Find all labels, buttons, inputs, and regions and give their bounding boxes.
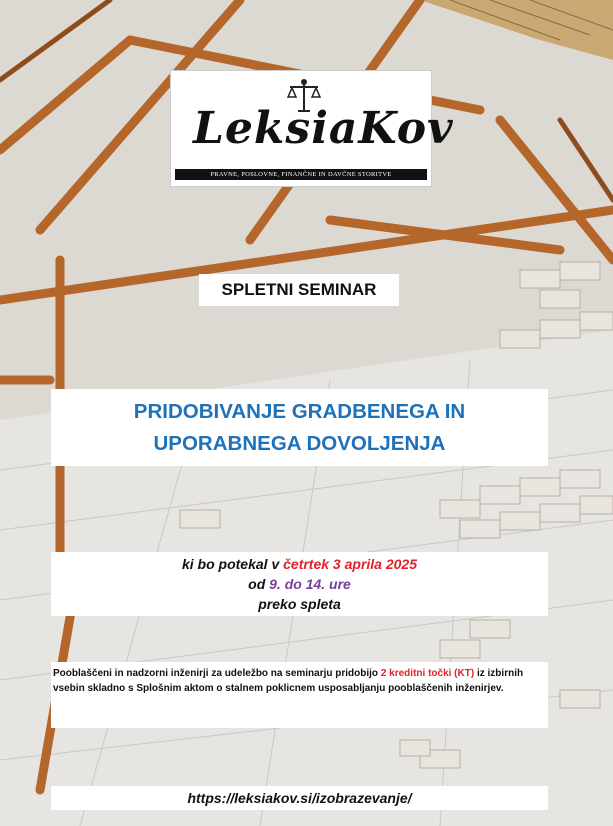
credits-info: [51, 662, 548, 728]
seminar-title: [51, 389, 548, 466]
logo: [170, 70, 454, 187]
date-line: [51, 554, 548, 574]
seminar-type-badge: SPLETNI SEMINAR: [199, 274, 399, 306]
seminar-mode: preko spleta: [258, 596, 341, 612]
seminar-title-line1: PRIDOBIVANJE GRADBENEGA IN: [133, 399, 466, 423]
time-line: [51, 574, 548, 594]
time-prefix: od: [248, 576, 270, 592]
seminar-date: četrtek 3 aprila 2025: [283, 556, 417, 572]
logo-name: LeksiaKov: [193, 103, 454, 154]
seminar-time: 9. do 14. ure: [269, 576, 351, 592]
seminar-url[interactable]: https://leksiakov.si/izobrazevanje/: [51, 786, 548, 810]
date-intro: ki bo potekal v: [181, 556, 284, 572]
seminar-title-line2: UPORABNEGA DOVOLJENJA: [153, 431, 446, 455]
credits-value: 2 kreditni točki (KT): [380, 668, 475, 679]
logo-tagline: PRAVNE, POSLOVNE, FINANČNE IN DAVČNE STORITVE: [175, 169, 427, 180]
seminar-details: [51, 552, 548, 616]
info-text-after: iz izbirnih vsebin skladno s Splošnim aktom o stalnem poklicnem usposabljanju pooblaščenih inženirjev.: [53, 668, 524, 694]
info-text-before: Pooblaščeni in nadzorni inženirji za udeležbo na seminarju pridobijo: [53, 668, 381, 679]
